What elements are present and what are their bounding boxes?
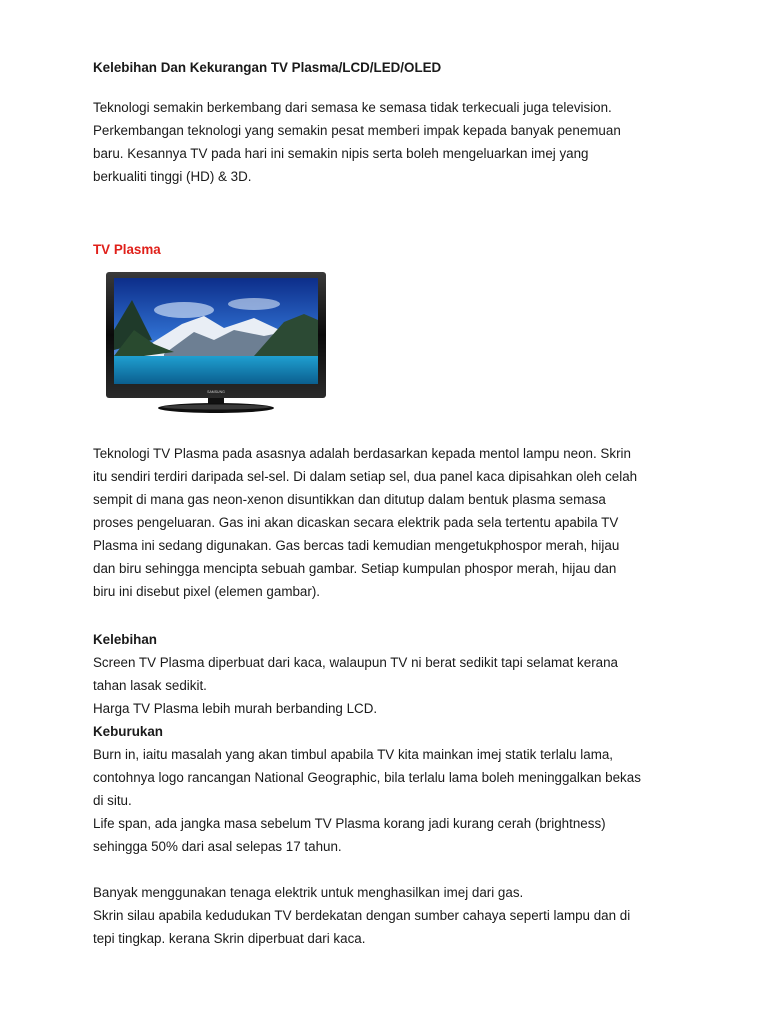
intro-line: berkualiti tinggi (HD) & 3D. (93, 169, 252, 184)
keburukan-heading: Keburukan (93, 724, 163, 739)
desc-line: proses pengeluaran. Gas ini akan dicaskan secara elektrik pada sela tertentu apabila TV (93, 515, 619, 530)
intro-paragraph (93, 96, 693, 188)
tv-brand-logo: SAMSUNG (207, 390, 225, 394)
keburukan-line: sehingga 50% dari asal selepas 17 tahun. (93, 839, 342, 854)
desc-line: Plasma ini sedang digunakan. Gas bercas tadi kemudian mengetukphospor merah, hijau (93, 538, 620, 553)
desc-line: dan biru sehingga mencipta sebuah gambar. Setiap kumpulan phospor merah, hijau dan (93, 561, 617, 576)
plasma-tv-image (104, 270, 328, 416)
kelebihan-line: Harga TV Plasma lebih murah berbanding LCD. (93, 701, 378, 716)
desc-line: biru ini disebut pixel (elemen gambar). (93, 584, 321, 599)
extra-line: Skrin silau apabila kedudukan TV berdekatan dengan sumber cahaya seperti lampu dan di (93, 908, 631, 923)
keburukan-line: di situ. (93, 793, 132, 808)
extra-line: Banyak menggunakan tenaga elektrik untuk menghasilkan imej dari gas. (93, 885, 524, 900)
desc-line: itu sendiri terdiri daripada sel-sel. Di dalam setiap sel, dua panel kaca dipisahkan oleh celah (93, 469, 638, 484)
intro-line: baru. Kesannya TV pada hari ini semakin nipis serta boleh mengeluarkan imej yang (93, 146, 589, 161)
tv-plasma-description (93, 442, 693, 603)
extra-line: tepi tingkap. kerana Skrin diperbuat dari kaca. (93, 931, 366, 946)
intro-line: Teknologi semakin berkembang dari semasa ke semasa tidak terkecuali juga television. (93, 100, 612, 115)
section-heading-tv-plasma: TV Plasma (93, 242, 161, 257)
kelebihan-line: tahan lasak sedikit. (93, 678, 207, 693)
keburukan-line: contohnya logo rancangan National Geographic, bila terlalu lama boleh meninggalkan bekas (93, 770, 641, 785)
kelebihan-line: Screen TV Plasma diperbuat dari kaca, walaupun TV ni berat sedikit tapi selamat kerana (93, 655, 619, 670)
advantages-section (93, 628, 693, 858)
extra-disadvantages (93, 881, 693, 950)
desc-line: Teknologi TV Plasma pada asasnya adalah berdasarkan kepada mentol lampu neon. Skrin (93, 446, 631, 461)
desc-line: sempit di mana gas neon-xenon disuntikkan dan ditutup dalam bentuk plasma semasa (93, 492, 606, 507)
document-title: Kelebihan Dan Kekurangan TV Plasma/LCD/LED/OLED (93, 60, 442, 75)
intro-line: Perkembangan teknologi yang semakin pesat memberi impak kepada banyak penemuan (93, 123, 621, 138)
kelebihan-heading: Kelebihan (93, 632, 157, 647)
keburukan-line: Life span, ada jangka masa sebelum TV Plasma korang jadi kurang cerah (brightness) (93, 816, 606, 831)
keburukan-line: Burn in, iaitu masalah yang akan timbul apabila TV kita mainkan imej statik terlalu lama, (93, 747, 614, 762)
